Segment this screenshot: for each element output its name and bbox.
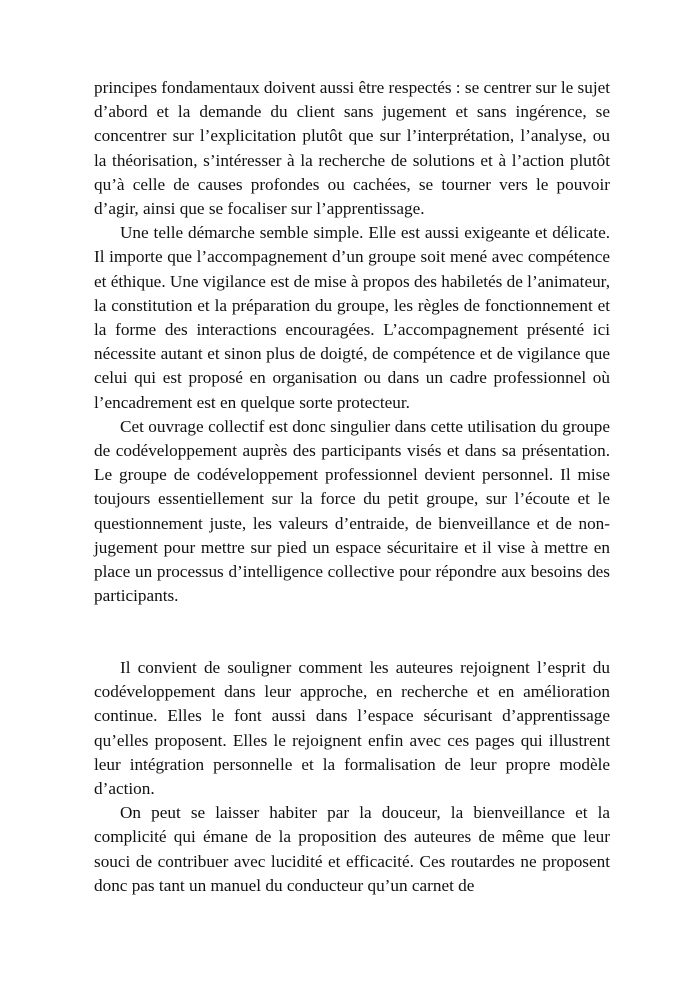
paragraph-continuation: principes fondamentaux doivent aussi être respectés : se centrer sur le sujet d’abord et la demande du client sans jugement et sans ingérence, se concentrer sur l’explicitation plutôt que sur l’interprétation, l’analyse, ou la théorisation, s’intéresser à la recherche de solutions et à l’action plutôt qu’à celle de causes profondes ou cachées, se tourner vers le pouvoir d’agir, ainsi que se focaliser sur l’apprentissage. <box>94 78 610 219</box>
paragraph-demarche: Une telle démarche semble simple. Elle est aussi exigeante et délicate. Il importe que l’accompagnement d’un groupe soit mené avec compétence et éthique. Une vigilance est de mise à propos des habiletés de l’animateur, la constitution et la préparation du groupe, les règles de fonctionnement et la forme des interactions encouragées. L’accompagnement présenté ici nécessite autant et sinon plus de doigté, de compétence et de vigilance que celui qui est proposé en organisation ou dans un cadre professionnel où l’encadrement est en quelque sorte protecteur. <box>94 223 610 412</box>
text-section-bottom <box>94 656 610 898</box>
paragraph-esprit-codeveloppement: Il convient de souligner comment les auteures rejoignent l’esprit du codéveloppement dans leur approche, en recherche et en amélioration continue. Elles le font aussi dans l’espace sécurisant d’apprentissage qu’elles proposent. Elles le rejoignent enfin avec ces pages qui illustrent leur intégration personnelle et la formalisation de leur propre modèle d’action. <box>94 658 610 799</box>
paragraph-douceur-bienveillance: On peut se laisser habiter par la douceur, la bienveillance et la complicité qui émane de la proposition des auteures de même que leur souci de contribuer avec lucidité et efficacité. Ces routardes ne proposent donc pas tant un manuel du conducteur qu’un carnet de <box>94 803 610 895</box>
paragraph-ouvrage-collectif: Cet ouvrage collectif est donc singulier dans cette utilisation du groupe de codéveloppement auprès des participants visés et dans sa présentation. Le groupe de codéveloppement professionnel devient personnel. Il mise toujours essentiellement sur la force du petit groupe, sur l’écoute et le questionnement juste, les valeurs d’entraide, de bienveillance et de non-jugement pour mettre sur pied un espace sécuritaire et il vise à mettre en place un processus d’intelligence collective pour répondre aux besoins des participants. <box>94 416 610 606</box>
text-section-top <box>94 76 610 608</box>
